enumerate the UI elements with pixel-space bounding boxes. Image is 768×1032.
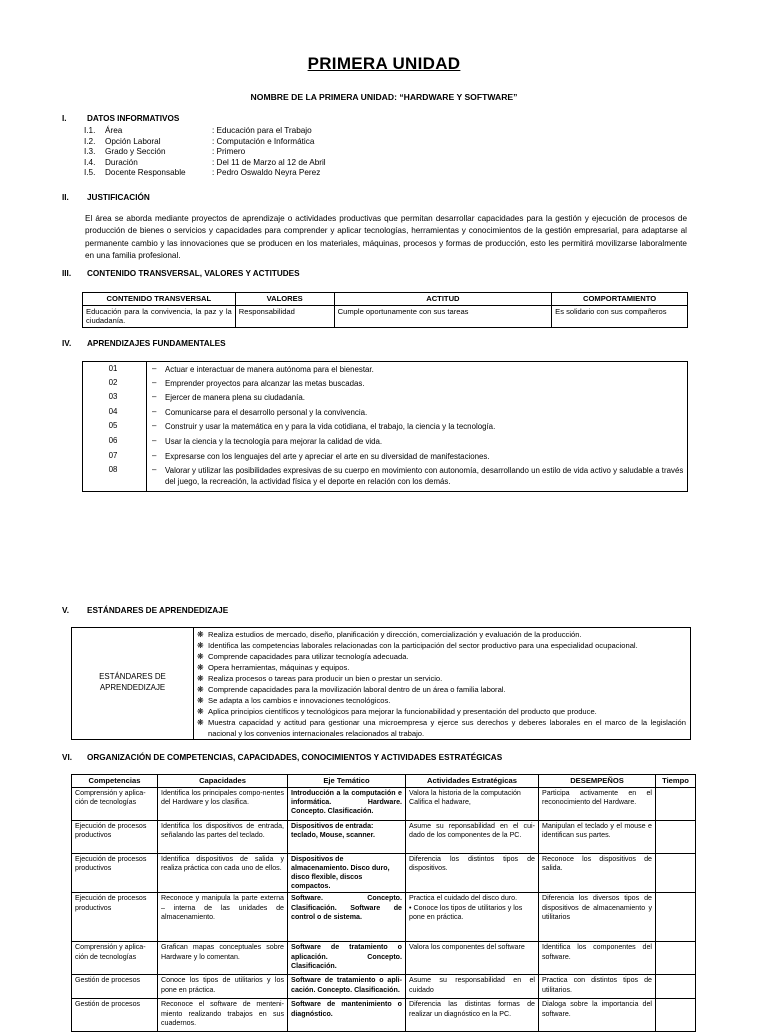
table-cell: Gestión de procesos [72,999,158,1032]
page-title: PRIMERA UNIDAD [307,54,461,73]
table-cell: Manipulan el teclado y el mouse e identifican sus partes. [539,820,656,853]
table-cell: Asume su responsabilidad en el cuidado [406,975,539,999]
asterisk-bullet-icon: ❋ [197,652,204,661]
table-cell: Identifica dispositivos de salida y realiza práctica con cada uno de ellos. [158,853,288,893]
table-cell: Participa activamente en el reconocimiento del Hardware. [539,787,656,820]
table-header: DESEMPEÑOS [539,775,656,788]
organizacion-table [71,774,696,1032]
table-cell [656,975,696,999]
table-row [72,975,696,999]
table-header: Actividades Estratégicas [406,775,539,788]
table-cell: Responsabilidad [235,305,334,327]
table-cell: Ejecución de procesos productivos [72,853,158,893]
table-cell: Dispositivos de almacenamiento. Disco duro, disco flexible, discos compactos. [288,853,406,893]
table-row [83,305,688,327]
asterisk-bullet-icon: ❋ [197,630,204,639]
table-cell: Reconoce y manipula la parte externa – interna de las unidades de almacenamiento. [158,893,288,942]
table-row [72,893,696,942]
justificacion-text: El área se aborda mediante proyectos de aprendizaje o actividades productivas que permitan desarrollar capacidades para la gestión y ejecución de procesos de producción de bienes o servicios y capacidades para comprender y aplicar tecnologías, herramientas y conocimientos de la gestión empresarial, para adaptarse al permanente cambio y las innovaciones que se producen en los materiales, máquinas, procesos y formas de producción, esto les permitirá movilizarse laboralmente en una familia profesional. [85,214,687,261]
table-cell: Identifica los dispositivos de entrada, señalando las partes del teclado. [158,820,288,853]
table-cell: Ejecución de procesos productivos [72,820,158,853]
table-cell [656,942,696,975]
asterisk-bullet-icon: ❋ [197,663,204,672]
table-header: Capacidades [158,775,288,788]
table-row [72,999,696,1032]
table-cell: Dialoga sobre la importancia del software. [539,999,656,1032]
table-cell: Diferencia las distintas formas de realizar un diagnóstico en la PC. [406,999,539,1032]
table-cell: Identifica los principales compo-nentes del Hardware y los clasifica. [158,787,288,820]
table-cell: Valora los componentes del software [406,942,539,975]
table-cell [656,893,696,942]
table-cell: Software. Concepto. Clasificación. Software de control o de sistema. [288,893,406,942]
asterisk-bullet-icon: ❋ [197,674,204,683]
table-row [72,853,696,893]
table-cell [656,853,696,893]
table-cell: Software de tratamiento o aplicación. Concepto. Clasificación. [288,942,406,975]
table-row [72,787,696,820]
estandares-table: ESTÁNDARES DE APRENDEDIZAJE ❋ Realiza estudios de mercado, diseño, planificación y dirección, comercialización y evaluación de la producción. ❋ Identifica las competencias laborales relacionadas con la participación del sector productivo para una especialidad ocupacional. ❋ Comprende capacidades para utilizar tecnología adecuada. ❋ Opera herramientas, máquinas y equipos. ❋ Realiza procesos o tareas para producir un bien o prestar un servicio. ❋ Comprende capacidades para la movilización laboral dentro de un área o familia laboral. ❋ Se adapta a los cambios e innovaciones tecnológicos. ❋ Aplica principios científicos y tecnológicos para mejorar la funcionabilidad y presentación del producto que produce. ❋ Muestra capacidad y actitud para gestionar una microempresa y ejerce sus derechos y deberes laborales en el marco de la legislación nacional y los convenios internacionales relacionados al trabajo. [71,627,691,740]
table-cell [656,999,696,1032]
table-cell: Comprensión y aplica-ción de tecnologías [72,942,158,975]
table-header: ACTITUD [334,293,552,306]
table-cell: Asume su reponsabilidad en el cui-dado de los componentes de la PC. [406,820,539,853]
table-cell: Valora la historia de la computación Califica el hadware, [406,787,539,820]
table-cell: Dispositivos de entrada: teclado, Mouse, scanner. [288,820,406,853]
table-header: Competencias [72,775,158,788]
asterisk-bullet-icon: ❋ [197,707,204,716]
asterisk-bullet-icon: ❋ [197,641,204,650]
table-cell [656,820,696,853]
asterisk-bullet-icon: ❋ [197,718,204,727]
table-row [72,820,696,853]
table-cell: Practica con distintos tipos de utilitarios. [539,975,656,999]
table-cell: Es solidario con sus compañeros [552,305,688,327]
table-header: VALORES [235,293,334,306]
table-header: Tiempo [656,775,696,788]
table-cell: Cumple oportunamente con sus tareas [334,305,552,327]
table-cell: Reconoce los dispositivos de salida. [539,853,656,893]
table-cell: Comprensión y aplica-ción de tecnologías [72,787,158,820]
aprendizajes-table: 01 – Actuar e interactuar de manera autónoma para el bienestar. 02 – Emprender proyectos para alcanzar las metas buscadas. 03 – Ejercer de manera plena su ciudadanía. 04 – Comunicarse para el desarrollo personal y la convivencia. 05 – Construir y usar la matemática en y para la vida cotidiana, el trabajo, la ciencia y la tecnología. 06 – Usar la ciencia y la tecnología para mejorar la calidad de vida. 07 – Expresarse con los lenguajes del arte y apreciar el arte en su diversidad de manifestaciones. 08 – Valorar y utilizar las posibilidades expresivas de su cuerpo en movimiento con autonomía, desarrollando un estilo de vida activo y saludable a través del juego, la recreación, la actividad física y el deporte en relación con los demás. [82,361,688,492]
table-cell: Software de mantenimiento o diagnóstico. [288,999,406,1032]
table-cell: Ejecución de procesos productivos [72,893,158,942]
table-cell: Reconoce el software de menteni-miento realizando trabajos en sus cuadernos. [158,999,288,1032]
asterisk-bullet-icon: ❋ [197,696,204,705]
table-cell: Identifica los componentes del software. [539,942,656,975]
table-cell: Conoce los tipos de utilitarios y los pone en práctica. [158,975,288,999]
table-cell: Diferencia los diversos tipos de dispositivos de almacenamiento y utilitarios [539,893,656,942]
table-cell: Software de tratamiento o apli-cación. Concepto. Clasificación. [288,975,406,999]
table-cell: Educación para la convivencia, la paz y la ciudadanía. [83,305,236,327]
table-header: CONTENIDO TRANSVERSAL [83,293,236,306]
table-header: Eje Temático [288,775,406,788]
table-cell: Diferencia los distintos tipos de dispositivos. [406,853,539,893]
asterisk-bullet-icon: ❋ [197,685,204,694]
estandares-label: ESTÁNDARES DE APRENDEDIZAJE [99,672,166,692]
document-page: PRIMERA UNIDAD NOMBRE DE LA PRIMERA UNIDAD: “HARDWARE Y SOFTWARE” I. DATOS INFORMATIVOS I.1. Área : Educación para el Trabajo I.2. Opción Laboral : Computación e Informática I.3. Grado y Sección : Primero I.4. Duración : Del 11 de Marzo al 12 de Abril I.5. Docente Responsable : Pedro Oswaldo Neyra Perez II. JUSTIFICACIÓN El área se aborda mediante proyectos de aprendizaje o actividades productivas que permitan desarrollar capacidades para la gestión y ejecución de procesos de producción de bienes o servicios y capacidades para comprender y aplicar tecnologías, herramientas y conocimientos de la gestión empresarial, para adaptarse al permanente cambio y las innovaciones que se producen en los materiales, máquinas, procesos y formas de producción, esto les permitirá movilizarse laboralmente en una familia profesional. III. CONTENIDO TRANSVERSAL, VALORES Y ACTITUDES CONTENIDO TRANSVERSAL VALORES ACTITUD COMPORTAMIENTO Educación para la convivencia, la paz y la ciudadanía. Responsabilidad Cumple oportunamente con sus tareas Es solidario con sus compañeros IV. APRENDIZAJES FUNDAMENTALES 01 – Actuar e interactuar de manera autónoma para el bienestar. 02 – Emprender proyectos para alcanzar las metas buscadas. 03 – Ejercer de manera plena su ciudadanía. 04 – Comunicarse para el desarrollo personal y la convivencia. 05 – Construir y usar la matemática en y para la vida cotidiana, el trabajo, la ciencia y la tecnología. 06 – Usar la ciencia y la tecnología para mejorar la calidad de vida. 07 – Expresarse con los lenguajes del arte y apreciar el arte en su diversidad de manifestaciones. 08 – Valorar y utilizar las posibilidades expresivas de su cuerpo en movimiento con autonomía, desarrollando un estilo de vida activo y saludable a través del juego, la recreación, la actividad física y el deporte en relación con los demás. V. ESTÁNDARES DE APRENDEDIZAJE ESTÁNDARES DE APRENDEDIZAJE ❋ Realiza estudios de mercado, diseño, planificación y dirección, comercialización y evaluación de la producción. ❋ Identifica las competencias laborales relacionadas con la participación del sector productivo para una especialidad ocupacional. ❋ Comprende capacidades para utilizar tecnología adecuada. ❋ Opera herramientas, máquinas y equipos. ❋ Realiza procesos o tareas para producir un bien o prestar un servicio. ❋ Comprende capacidades para la movilización laboral dentro de un área o familia laboral. ❋ Se adapta a los cambios e innovaciones tecnológicos. ❋ Aplica principios científicos y tecnológicos para mejorar la funcionabilidad y presentación del producto que produce. ❋ Muestra capacidad y actitud para gestionar una microempresa y ejerce sus derechos y deberes laborales en el marco de la legislación nacional y los convenios internacionales relacionados al trabajo. VI. ORGANIZACIÓN DE COMPETENCIAS, CAPACIDADES, CONOCIMIENTOS Y ACTIVIDADES ESTRATÉGICAS Competencias Capacidades Eje Temático Actividades Estratégicas DESEMPEÑOS Tiempo Comprensión y aplica-ción de tecnologías Identifica los principales compo-nentes del Hardware y los clasifica. Introducción a la computación e informática. Hardware. Concepto. Clasificación. Valora la historia de la computación Califica el hadware, Participa activamente en el reconocimiento del Hardware. Ejecución de procesos productivos Identifica los dispositivos de entrada, señalando las partes del teclado. Dispositivos de entrada: teclado, Mouse, scanner. Asume su reponsabilidad en el cui-dado de los componentes de la PC. Manipulan el teclado y el mouse e identifican sus partes. Ejecución de procesos productivos Identifica dispositivos de salida y realiza práctica con cada uno de ellos. Dispositivos de almacenamiento. Disco duro, disco flexible, discos compactos. Diferencia los distintos tipos de dispositivos. Reconoce los dispositivos de salida. Ejecución de procesos productivos Reconoce y manipula la parte externa – interna de las unidades de almacenamiento. Software. Concepto. Clasificación. Software de control o de sistema. Practica el cuidado del disco duro. • Conoce los tipos de utilitarios y los pone en práctica. Diferencia los diversos tipos de dispositivos de almacenamiento y utilitarios Comprensión y aplica-ción de tecnologías Grafican mapas conceptuales sobre Hardware y lo comentan. Software de tratamiento o aplicación. Concepto. Clasificación. Valora los componentes del software Identifica los componentes del software. Gestión de procesos Conoce los tipos de utilitarios y los pone en práctica. Software de tratamiento o apli-cación. Concepto. Clasificación. Asume su responsabilidad en el cuidado Practica con distintos tipos de utilitarios. Gestión de procesos Reconoce el software de menteni-miento realizando trabajos en sus cuadernos. Software de mantenimiento o diagnóstico. Diferencia las distintas formas de realizar un diagnóstico en la PC. Dialoga sobre la importancia del software. [0,0,768,1024]
table-cell [656,787,696,820]
table-cell: Grafican mapas conceptuales sobre Hardware y lo comentan. [158,942,288,975]
transversal-table [82,292,688,328]
unit-name: NOMBRE DE LA PRIMERA UNIDAD: “HARDWARE Y SOFTWARE” [250,92,518,102]
table-cell: Gestión de procesos [72,975,158,999]
table-cell: Introducción a la computación e informática. Hardware. Concepto. Clasificación. [288,787,406,820]
table-row [72,942,696,975]
table-cell: Practica el cuidado del disco duro. • Conoce los tipos de utilitarios y los pone en práctica. [406,893,539,942]
table-header: COMPORTAMIENTO [552,293,688,306]
